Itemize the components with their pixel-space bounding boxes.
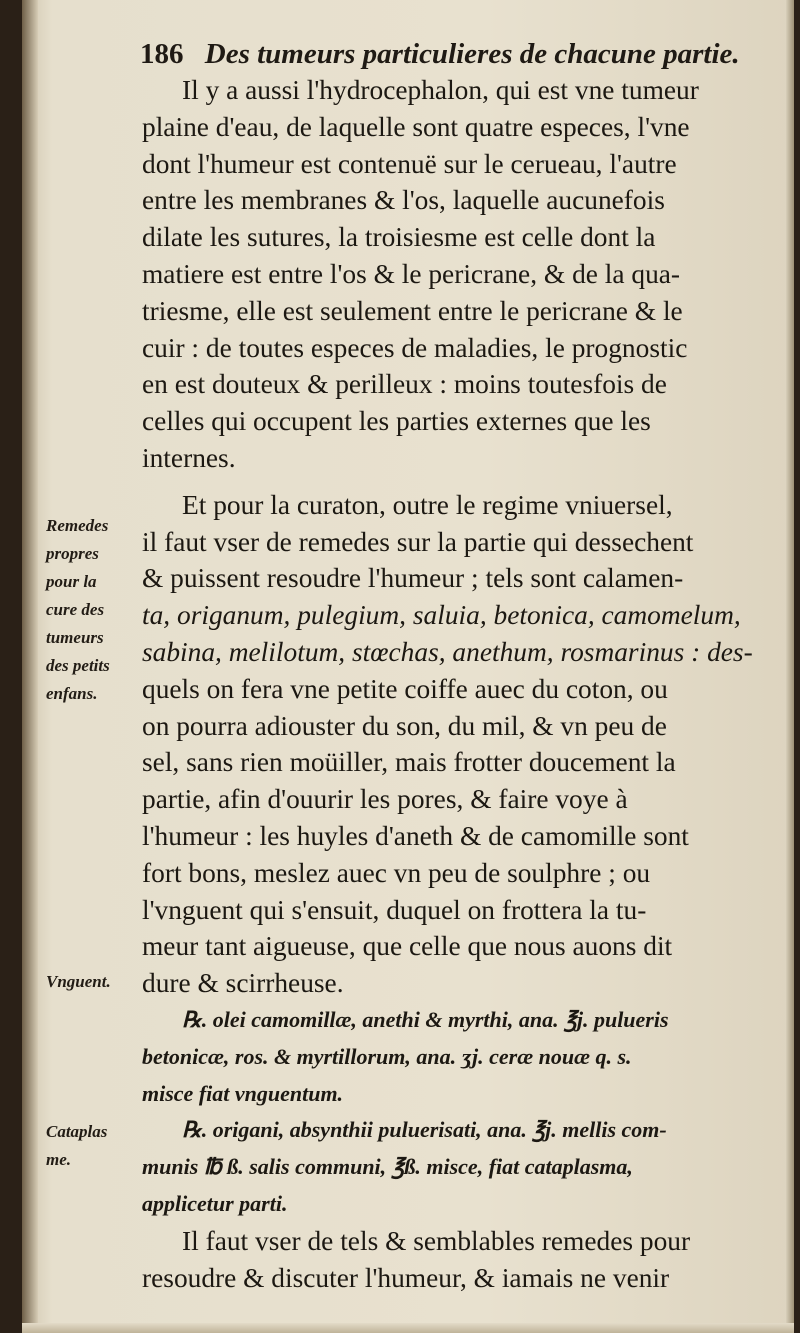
text-line: quels on fera vne petite coiffe auec du coton, ou [142, 673, 668, 704]
book-page [22, 0, 794, 1333]
margin-note-vnguent: Vnguent. [46, 972, 111, 991]
recipe-line: munis ℔ ß. salis communi, ℥ß. misce, fiat cataplasma, [142, 1154, 633, 1180]
text-line: on pourra adiouster du son, du mil, & vn peu de [142, 710, 667, 741]
text-line: dont l'humeur est contenuë sur le cerueau, l'autre [142, 148, 677, 179]
text-line: sabina, melilotum, stœchas, anethum, rosmarinus : des- [142, 636, 753, 667]
running-title: Des tumeurs particulieres de chacune partie. [204, 38, 740, 70]
body-text [142, 72, 790, 1296]
text-line: entre les membranes & l'os, laquelle aucunefois [142, 185, 665, 216]
text-line: & puissent resoudre l'humeur ; tels sont calamen- [142, 563, 684, 594]
recipe-line: ℞. origani, absynthii puluerisati, ana. ℥j. mellis com- [182, 1117, 667, 1143]
text-line: l'vnguent qui s'ensuit, duquel on frottera la tu- [142, 894, 647, 925]
text-line: dure & scirrheuse. [142, 968, 344, 999]
text-line: partie, afin d'ouurir les pores, & faire voye à [142, 784, 628, 815]
recipe-line: applicetur parti. [142, 1190, 288, 1216]
gutter-shadow [22, 0, 38, 1333]
text-line: l'humeur : les huyles d'aneth & de camomille sont [142, 820, 689, 851]
text-line: sel, sans rien moüiller, mais frotter doucement la [142, 747, 676, 778]
text-line: triesme, elle est seulement entre le pericrane & le [142, 295, 683, 326]
page-number: 186 [140, 38, 184, 70]
text-line: celles qui occupent les parties externes que les [142, 406, 651, 437]
text-line: resoudre & discuter l'humeur, & iamais ne venir [142, 1262, 670, 1293]
page-bottom-edge [22, 1323, 794, 1333]
text-line: il faut vser de remedes sur la partie qui dessechent [142, 526, 694, 557]
text-line: dilate les sutures, la troisiesme est celle dont la [142, 222, 656, 253]
text-line: Il y a aussi l'hydrocephalon, qui est vne tumeur [182, 75, 699, 105]
text-line: fort bons, meslez auec vn peu de soulphre ; ou [142, 857, 651, 888]
margin-note-cataplasme: Cataplas me. [46, 1122, 108, 1169]
text-line: meur tant aigueuse, que celle que nous auons dit [142, 931, 673, 962]
running-header [140, 38, 740, 71]
text-line: en est douteux & perilleux : moins toutesfois de [142, 369, 667, 400]
text-line: internes. [142, 442, 236, 473]
recipe-line: misce fiat vnguentum. [142, 1080, 344, 1106]
text-line: ta, origanum, pulegium, saluia, betonica, camomelum, [142, 600, 741, 631]
text-line: Et pour la curaton, outre le regime vniuersel, [182, 489, 673, 520]
recipe-line: betonicæ, ros. & myrtillorum, ana. ʒj. ceræ nouæ q. s. [142, 1043, 632, 1069]
recipe-line: ℞. olei camomillæ, anethi & myrthi, ana. ℥j. pulueris [182, 1006, 669, 1032]
margin-note-remedes: Remedes propres pour la cure des tumeurs des petits enfans. [46, 516, 110, 703]
text-line: plaine d'eau, de laquelle sont quatre especes, l'vne [142, 111, 690, 142]
text-line: cuir : de toutes especes de maladies, le prognostic [142, 332, 688, 363]
text-line: matiere est entre l'os & le pericrane, & de la qua- [142, 258, 681, 289]
text-line: Il faut vser de tels & semblables remedes pour [182, 1225, 691, 1256]
